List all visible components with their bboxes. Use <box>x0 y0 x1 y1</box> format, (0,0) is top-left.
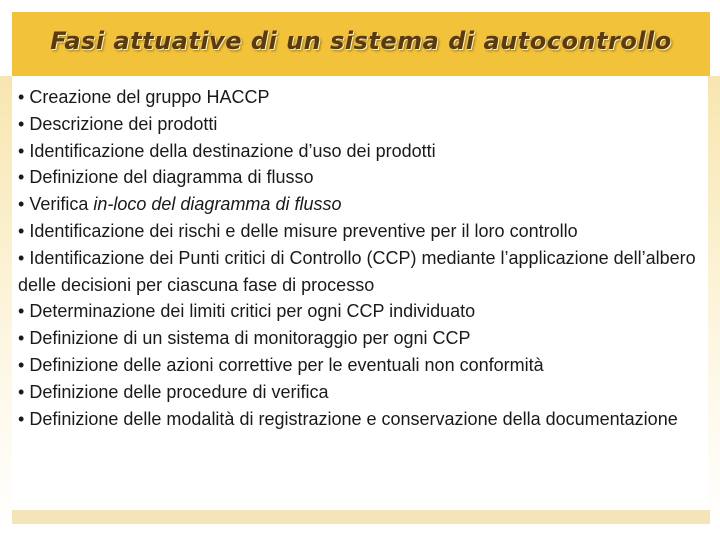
list-item <box>18 352 708 379</box>
list-item <box>18 84 708 111</box>
list-item <box>18 406 708 433</box>
item-text: Definizione del diagramma di flusso <box>29 167 314 188</box>
list-item <box>18 138 708 165</box>
item-text: Identificazione dei Punti critici di Controllo (CCP) mediante l’applicazione dell’albero delle decisioni per ciascuna fase di processo <box>18 247 696 295</box>
bullet-glyph: • <box>18 354 25 375</box>
bullet-glyph: • <box>18 87 25 107</box>
list-item <box>18 111 708 138</box>
item-text-italic: in-loco del diagramma di flusso <box>93 194 342 215</box>
item-text: Verifica <box>29 194 94 215</box>
item-text: Definizione delle procedure di verifica <box>29 381 329 402</box>
item-text: Definizione delle azioni correttive per le eventuali non conformità <box>29 354 544 375</box>
item-text: Creazione del gruppo HACCP <box>29 87 270 107</box>
list-item <box>18 298 708 325</box>
bullet-glyph: • <box>18 381 25 402</box>
bullet-glyph: • <box>18 301 25 322</box>
bullet-list <box>18 84 708 432</box>
item-text: Definizione di un sistema di monitoraggio per ogni CCP <box>29 328 471 349</box>
item-text: Definizione delle modalità di registrazione e conservazione della documentazione <box>29 408 678 429</box>
list-item <box>18 164 708 191</box>
list-item <box>18 325 708 352</box>
slide-title: Fasi attuative di un sistema di autocontrollo <box>50 27 672 55</box>
item-text: Determinazione dei limiti critici per ogni CCP individuato <box>29 301 476 322</box>
list-item <box>18 218 708 245</box>
list-item <box>18 191 708 218</box>
bullet-glyph: • <box>18 113 25 134</box>
bullet-glyph: • <box>18 408 25 429</box>
bullet-glyph: • <box>18 167 25 188</box>
bullet-glyph: • <box>18 140 25 161</box>
bullet-glyph: • <box>18 247 25 268</box>
bullet-glyph: • <box>18 220 25 241</box>
item-text: Descrizione dei prodotti <box>29 113 218 134</box>
item-text: Identificazione della destinazione d’uso dei prodotti <box>29 140 436 161</box>
title-bar <box>12 12 710 76</box>
bullet-glyph: • <box>18 328 25 349</box>
item-text: Identificazione dei rischi e delle misure preventive per il loro controllo <box>29 220 578 241</box>
bottom-decorative-band <box>12 510 710 524</box>
bullet-glyph: • <box>18 194 25 215</box>
list-item <box>18 245 708 299</box>
list-item <box>18 379 708 406</box>
right-decorative-band <box>708 76 720 526</box>
left-decorative-band <box>0 76 12 526</box>
